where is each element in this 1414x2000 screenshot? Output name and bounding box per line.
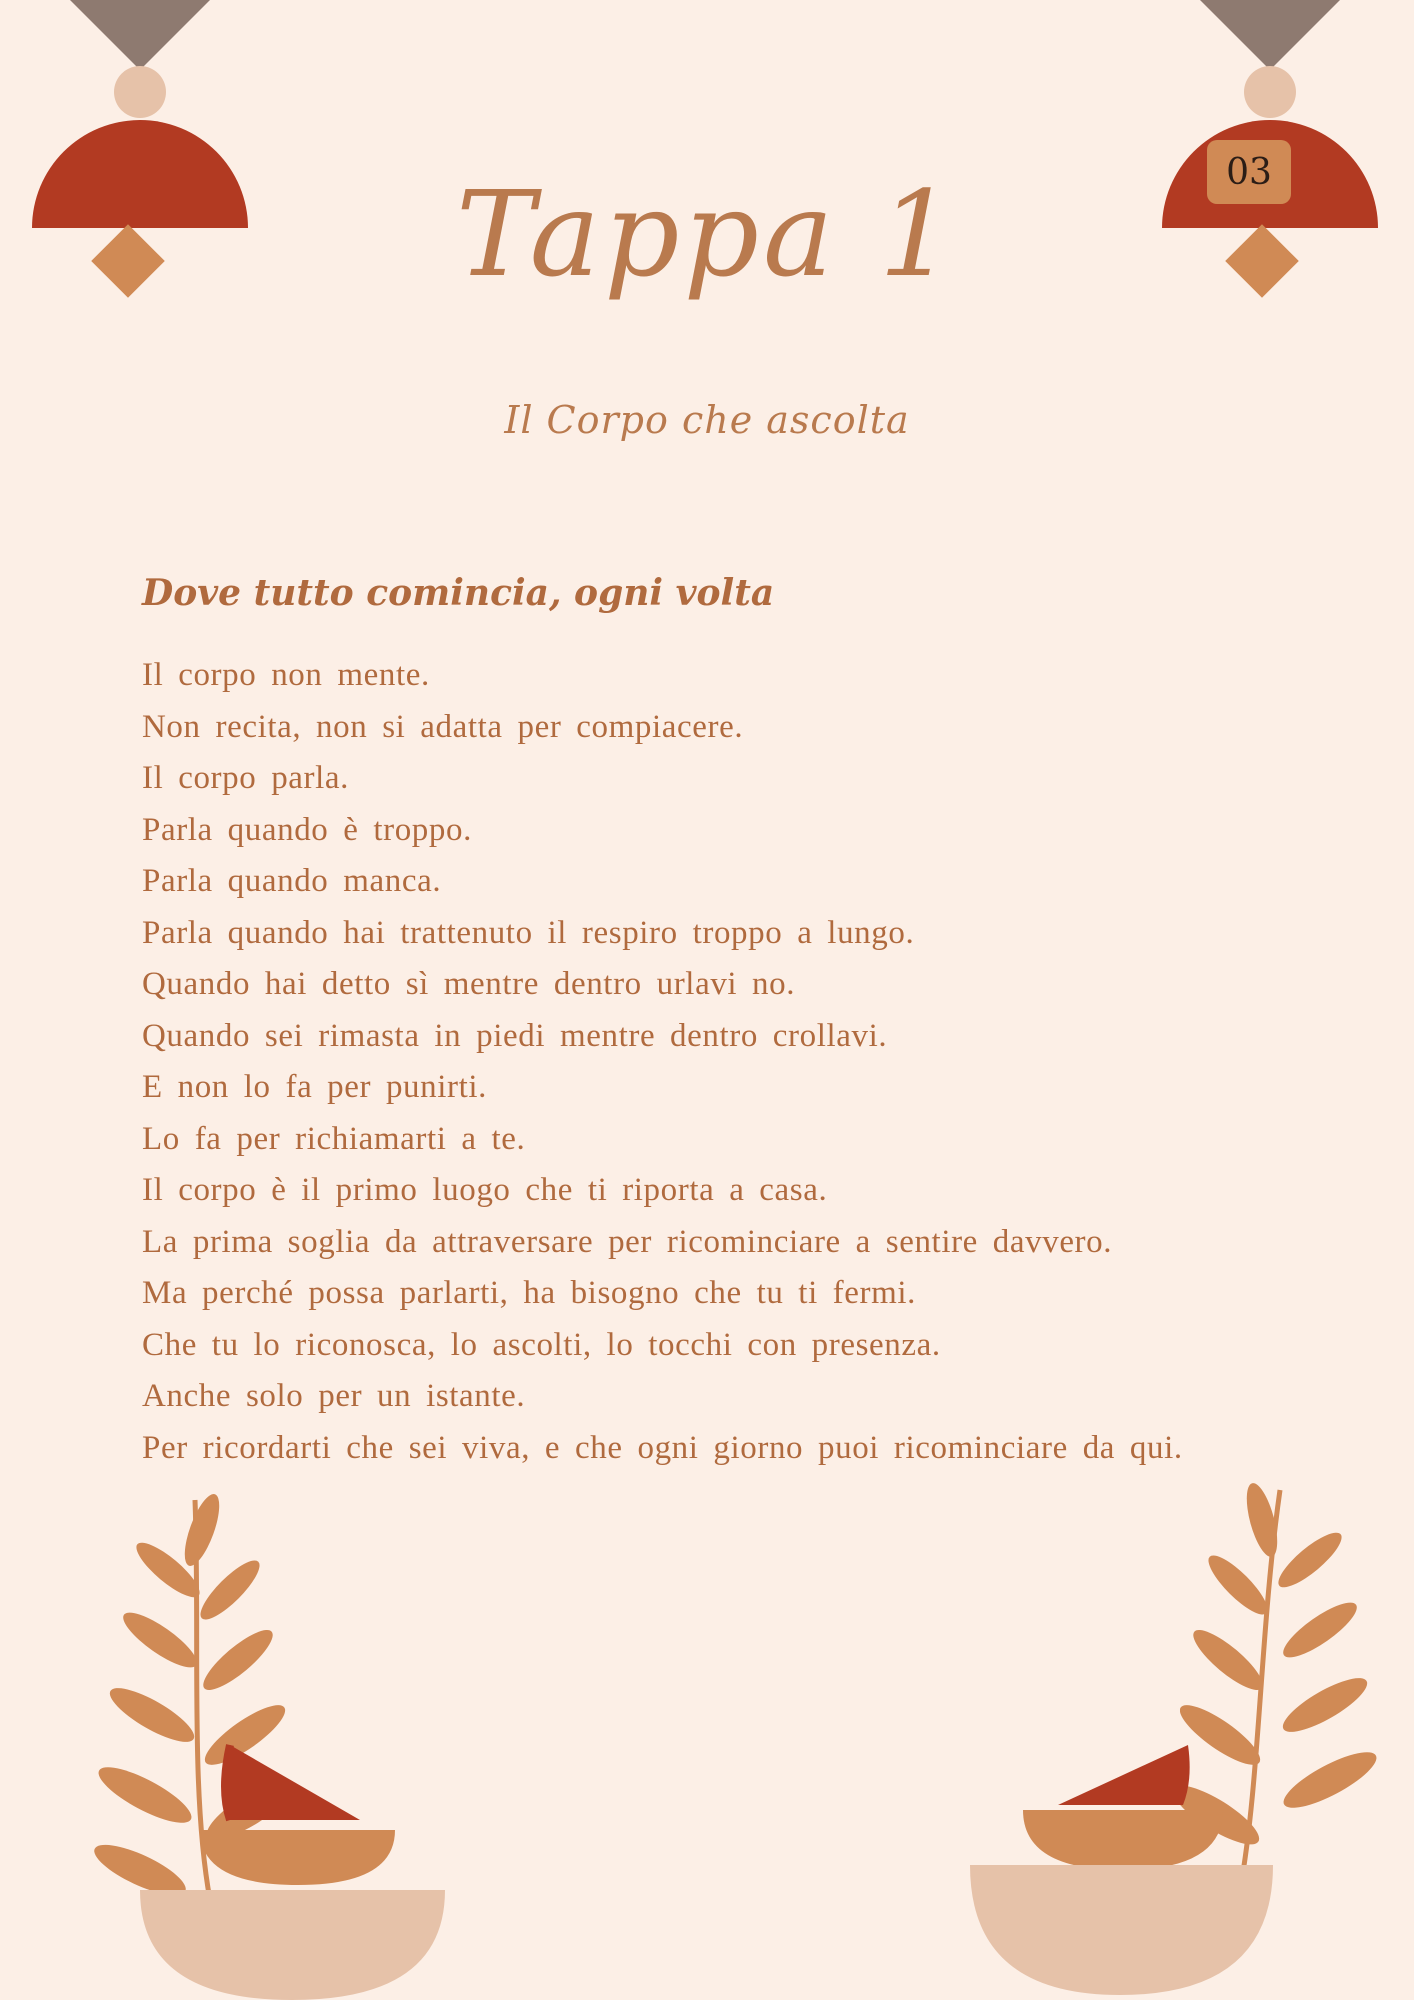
body-line: Il corpo non mente. xyxy=(142,657,430,693)
body-line: Parla quando hai trattenuto il respiro troppo a lungo. xyxy=(142,914,915,951)
body-line: Quando hai detto sì mentre dentro urlavi no. xyxy=(142,966,796,1002)
body-line: Il corpo parla. xyxy=(142,760,349,796)
body-line: Non recita, non si adatta per compiacere. xyxy=(142,708,744,745)
body-line: Anche solo per un istante. xyxy=(142,1378,526,1414)
section-heading: Dove tutto comincia, ogni volta xyxy=(142,572,775,614)
body-line: E non lo fa per punirti. xyxy=(142,1069,487,1105)
body-line: Che tu lo riconosca, lo ascolti, lo tocchi con presenza. xyxy=(142,1326,941,1363)
body-line: Il corpo è il primo luogo che ti riporta a casa. xyxy=(142,1172,828,1208)
page-title: Tappa 1 xyxy=(456,165,958,303)
body-line: La prima soglia da attraversare per ricominciare a sentire davvero. xyxy=(142,1223,1113,1260)
body-line: Ma perché possa parlarti, ha bisogno che tu ti fermi. xyxy=(142,1275,916,1311)
page-subtitle: Il Corpo che ascolta xyxy=(504,398,910,442)
bowl-icon xyxy=(140,1710,450,2000)
body-text xyxy=(142,650,1292,1474)
body-line: Lo fa per richiamarti a te. xyxy=(142,1120,526,1157)
body-line: Per ricordarti che sei viva, e che ogni giorno puoi ricominciare da qui. xyxy=(142,1429,1183,1466)
body-line: Parla quando è troppo. xyxy=(142,811,472,848)
bowl-icon xyxy=(968,1690,1278,2000)
body-line: Quando sei rimasta in piedi mentre dentro crollavi. xyxy=(142,1017,888,1054)
body-line: Parla quando manca. xyxy=(142,863,442,899)
page-number-badge: 03 xyxy=(1207,140,1291,204)
